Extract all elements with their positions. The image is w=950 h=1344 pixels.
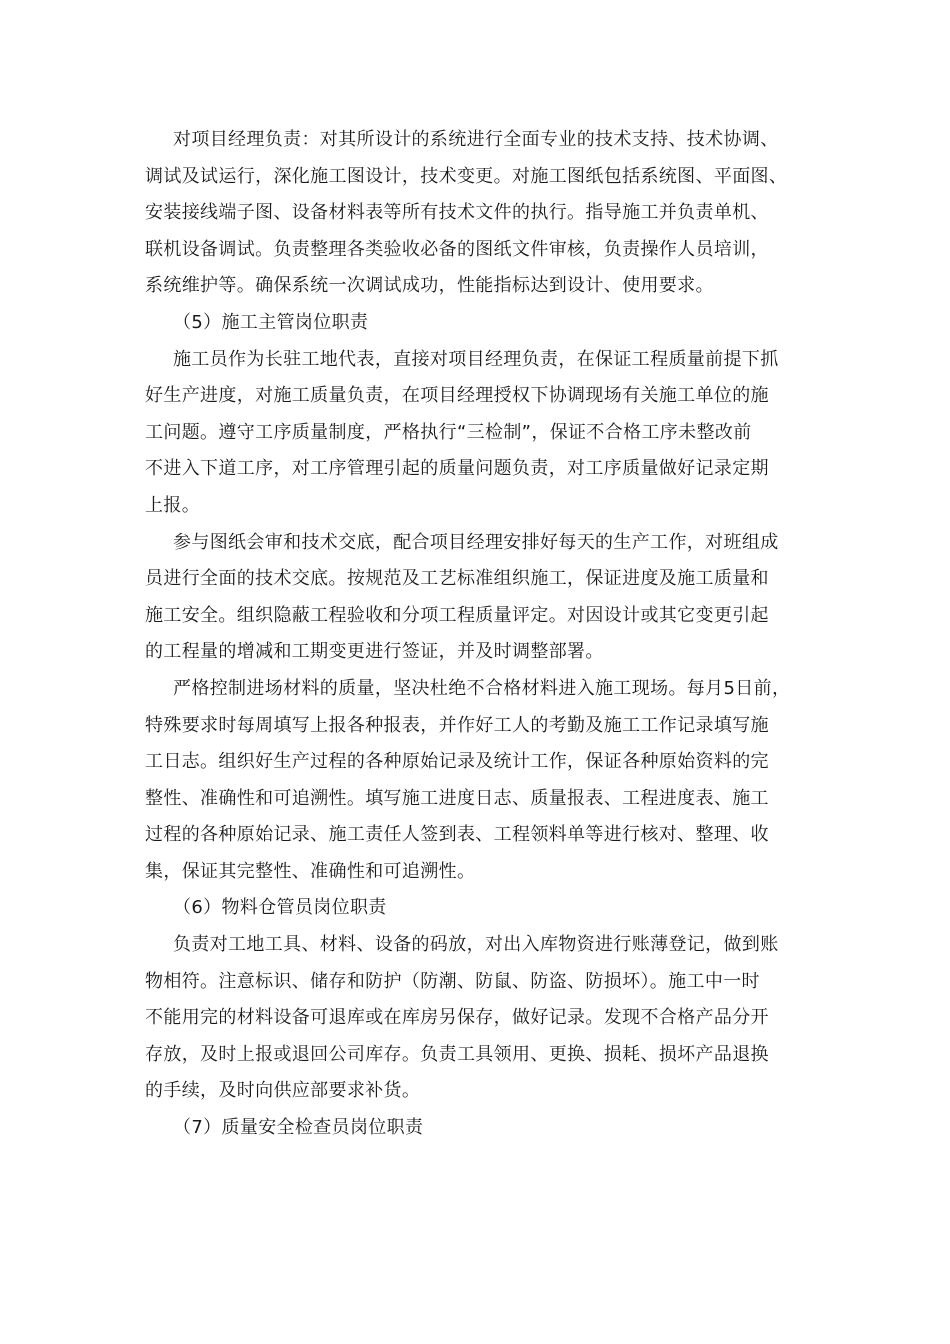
section-heading: （5）施工主管岗位职责 <box>173 311 369 333</box>
text-line: 负责对工地工具、材料、设备的码放，对出入库物资进行账薄登记，做到账 <box>173 934 779 956</box>
text-line: 工日志。组织好生产过程的各种原始记录及统计工作，保证各种原始资料的完 <box>145 751 769 773</box>
text-line: 施工员作为长驻工地代表，直接对项目经理负责，在保证工程质量前提下抓 <box>173 348 779 370</box>
text-line: 施工安全。组织隐蔽工程验收和分项工程质量评定。对因设计或其它变更引起 <box>145 604 769 626</box>
text-line: 联机设备调试。负责整理各类验收必备的图纸文件审核，负责操作人员培训， <box>145 238 769 260</box>
text-line: 参与图纸会审和技术交底，配合项目经理安排好每天的生产工作，对班组成 <box>173 531 779 553</box>
document-body <box>145 122 815 1147</box>
text-line: 特殊要求时每周填写上报各种报表，并作好工人的考勤及施工工作记录填写施 <box>145 714 769 736</box>
text-line: 对项目经理负责：对其所设计的系统进行全面专业的技术支持、技术协调、 <box>173 129 779 150</box>
text-line: 存放，及时上报或退回公司库存。负责工具领用、更换、损耗、损坏产品退换 <box>145 1043 769 1065</box>
text-line: 的手续，及时向供应部要求补货。 <box>145 1080 421 1102</box>
section-heading: （7）质量安全检查员岗位职责 <box>173 1117 424 1139</box>
text-line: 整性、准确性和可追溯性。填写施工进度日志、质量报表、工程进度表、施工 <box>145 787 769 809</box>
text-line: 上报。 <box>145 494 201 516</box>
text-line: 不能用完的材料设备可退库或在库房另保存，做好记录。发现不合格产品分开 <box>145 1007 769 1029</box>
text-line: 的工程量的增减和工期变更进行签证，并及时调整部署。 <box>145 641 604 663</box>
section-heading: （6）物料仓管员岗位职责 <box>173 897 387 919</box>
text-line: 工问题。遵守工序质量制度，严格执行“三检制”，保证不合格工序未整改前 <box>145 421 752 443</box>
text-line: 不进入下道工序，对工序管理引起的质量问题负责，对工序质量做好记录定期 <box>145 458 769 480</box>
text-line: 集，保证其完整性、准确性和可追溯性。 <box>145 860 476 882</box>
text-line: 严格控制进场材料的质量，坚决杜绝不合格材料进入施工现场。每月5日前， <box>173 677 791 699</box>
text-line: 系统维护等。确保系统一次调试成功，性能指标达到设计、使用要求。 <box>145 275 714 297</box>
text-line: 员进行全面的技术交底。按规范及工艺标准组织施工，保证进度及施工质量和 <box>145 568 769 590</box>
text-line: 物相符。注意标识、储存和防护（防潮、防鼠、防盗、防损坏）。施工中一时 <box>145 970 760 992</box>
text-line: 过程的各种原始记录、施工责任人签到表、工程领料单等进行核对、整理、收 <box>145 824 769 846</box>
text-line: 好生产进度，对施工质量负责，在项目经理授权下协调现场有关施工单位的施 <box>145 385 769 407</box>
text-line: 调试及试运行，深化施工图设计，技术变更。对施工图纸包括系统图、平面图、 <box>145 165 788 187</box>
text-line: 安装接线端子图、设备材料表等所有技术文件的执行。指导施工并负责单机、 <box>145 202 769 224</box>
